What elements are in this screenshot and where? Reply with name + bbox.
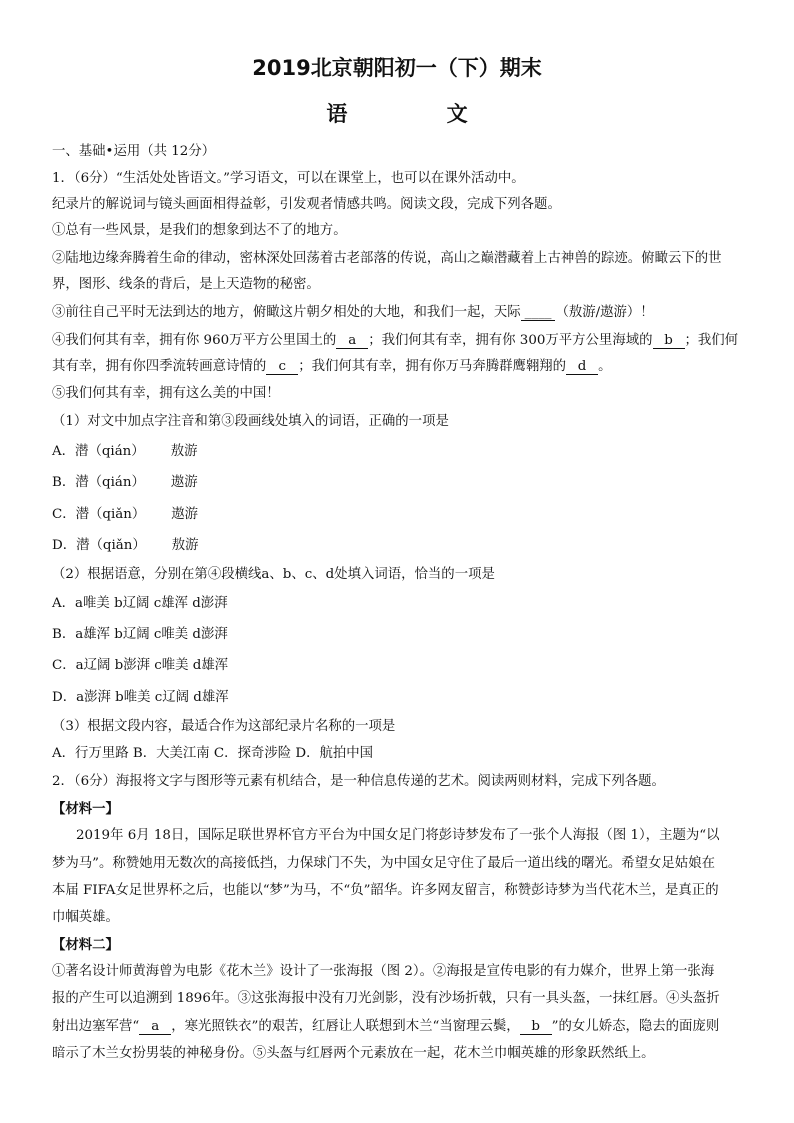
paragraph-3-text: ③前往自己平时无法到达的地方，俯瞰这片朝夕相处的大地，和我们一起，天际 xyxy=(52,305,521,320)
option-label: C．潜（qiǎn） xyxy=(52,507,146,522)
sub-question-3: （3）根据文段内容，最适合作为这部纪录片名称的一项是 xyxy=(52,719,396,734)
paragraph-3 xyxy=(52,304,750,322)
option-label: A．潜（qián） xyxy=(52,444,145,459)
material-2-blank-b: b xyxy=(520,1019,552,1035)
material-2-line-4: 暗示了木兰女扮男装的神秘身份。⑤头盔与红唇两个元素放在一起，花木兰巾帼英雄的形象跃然纸上。 xyxy=(52,1046,655,1061)
exam-title: 2019北京朝阳初一（下）期末 xyxy=(252,56,542,80)
question-2-stem: 2．（6分）海报将文字与图形等元素有机结合，是一种信息传递的艺术。阅读两则材料，完成下列各题。 xyxy=(52,774,665,789)
option-label: B．潜（qián） xyxy=(52,475,145,490)
section-heading: 一、基础•运用（共 12分） xyxy=(52,144,216,159)
paragraph-5: ⑤我们何其有幸，拥有这么美的中国！ xyxy=(52,386,280,401)
option-word: 敖游 xyxy=(171,538,199,553)
sub-question-1: （1）对文中加点字注音和第③段画线处填入的词语，正确的一项是 xyxy=(52,414,449,429)
option-2c: C．a辽阔 b澎湃 c唯美 d雄浑 xyxy=(52,658,229,673)
question-1-intro: 纪录片的解说词与镜头画面相得益彰，引发观者情感共鸣。阅读文段，完成下列各题。 xyxy=(52,197,561,212)
blank-c: c xyxy=(266,359,298,375)
material-2-line-3 xyxy=(52,1018,750,1036)
material-1-line-4: 巾帼英雄。 xyxy=(52,910,119,925)
paragraph-4-text: ；我们何 xyxy=(684,333,739,348)
option-1a xyxy=(52,443,750,461)
paragraph-4-text: 。 xyxy=(598,359,612,374)
paragraph-2-line-1: ②陆地边缘奔腾着生命的律动，密林深处回荡着古老部落的传说，高山之巅潜藏着上古神兽的踪迹。俯瞰云下的世 xyxy=(52,251,722,266)
blank-a: a xyxy=(336,333,368,349)
paragraph-3-choice: （敖游/遨游）！ xyxy=(555,305,654,320)
material-2-text: ，寒光照铁衣”的艰苦，红唇让人联想到木兰“当窗理云鬓， xyxy=(171,1019,520,1034)
paragraph-4-line-1 xyxy=(52,332,750,350)
material-2-line-2: 报的产生可以追溯到 1896年。③这张海报中没有刀光剑影，没有沙场折戟，只有一具头盔，一抹红唇。④头盔折 xyxy=(52,991,720,1006)
paragraph-3-blank: ____ xyxy=(521,305,556,321)
option-1d xyxy=(52,537,750,555)
paragraph-4-text: ；我们何其有幸，拥有你 300万平方公里海域的 xyxy=(368,333,653,348)
material-1-line-2: 梦为马”。称赞她用无数次的高接低挡，力保球门不失，为中国女足守住了最后一道出线的曙光。希望女足姑娘在 xyxy=(52,856,715,871)
option-2d: D．a澎湃 b唯美 c辽阔 d雄浑 xyxy=(52,690,229,705)
option-word: 敖游 xyxy=(170,444,198,459)
material-2-line-1: ①著名设计师黄海曾为电影《花木兰》设计了一张海报（图 2）。②海报是宣传电影的有力媒介，世界上第一张海 xyxy=(52,964,715,979)
sub-question-2: （2）根据语意，分别在第④段横线a、b、c、d处填入词语，恰当的一项是 xyxy=(52,567,495,582)
options-3: A．行万里路 B．大美江南 C．探奇涉险 D．航拍中国 xyxy=(52,746,374,761)
option-2b: B．a雄浑 b辽阔 c唯美 d澎湃 xyxy=(52,627,228,642)
option-2a: A．a唯美 b辽阔 c雄浑 d澎湃 xyxy=(52,596,228,611)
blank-b: b xyxy=(653,333,685,349)
material-2-text: ”的女儿娇态，隐去的面庞则 xyxy=(551,1019,720,1034)
option-word: 遨游 xyxy=(171,507,199,522)
material-1-line-3: 本届 FIFA女足世界杯之后，也能以“梦”为马，不“负”韶华。许多网友留言，称赞彭诗梦为当代花木兰，是真正的 xyxy=(52,883,719,898)
paragraph-2-line-2: 界，图形、线条的背后，是上天造物的秘密。 xyxy=(52,277,320,292)
question-1-stem: 1．（6分）“生活处处皆语文。”学习语文，可以在课堂上，也可以在课外活动中。 xyxy=(52,171,525,186)
material-2-text: 射出边塞军营“ xyxy=(52,1019,140,1034)
material-2-blank-a: a xyxy=(139,1019,171,1035)
paragraph-4-text: ④我们何其有幸，拥有你 960万平方公里国土的 xyxy=(52,333,337,348)
paragraph-4-text: ；我们何其有幸，拥有你万马奔腾群鹰翱翔的 xyxy=(298,359,567,374)
option-label: D．潜（qiǎn） xyxy=(52,538,146,553)
paragraph-1: ①总有一些风景，是我们的想象到达不了的地方。 xyxy=(52,223,347,238)
material-1-line-1: 2019年 6月 18日，国际足联世界杯官方平台为中国女足门将彭诗梦发布了一张个人海报（图 1），主题为“以 xyxy=(76,828,720,843)
option-word: 遨游 xyxy=(170,475,198,490)
material-2-title: 【材料二】 xyxy=(52,938,119,953)
paragraph-4-text: 其有幸，拥有你四季流转画意诗情的 xyxy=(52,359,267,374)
material-1-title: 【材料一】 xyxy=(52,802,119,817)
option-1c xyxy=(52,506,750,524)
subject-title: 语 文 xyxy=(326,102,514,126)
paragraph-4-line-2 xyxy=(52,358,750,376)
option-1b xyxy=(52,474,750,492)
blank-d: d xyxy=(566,359,598,375)
